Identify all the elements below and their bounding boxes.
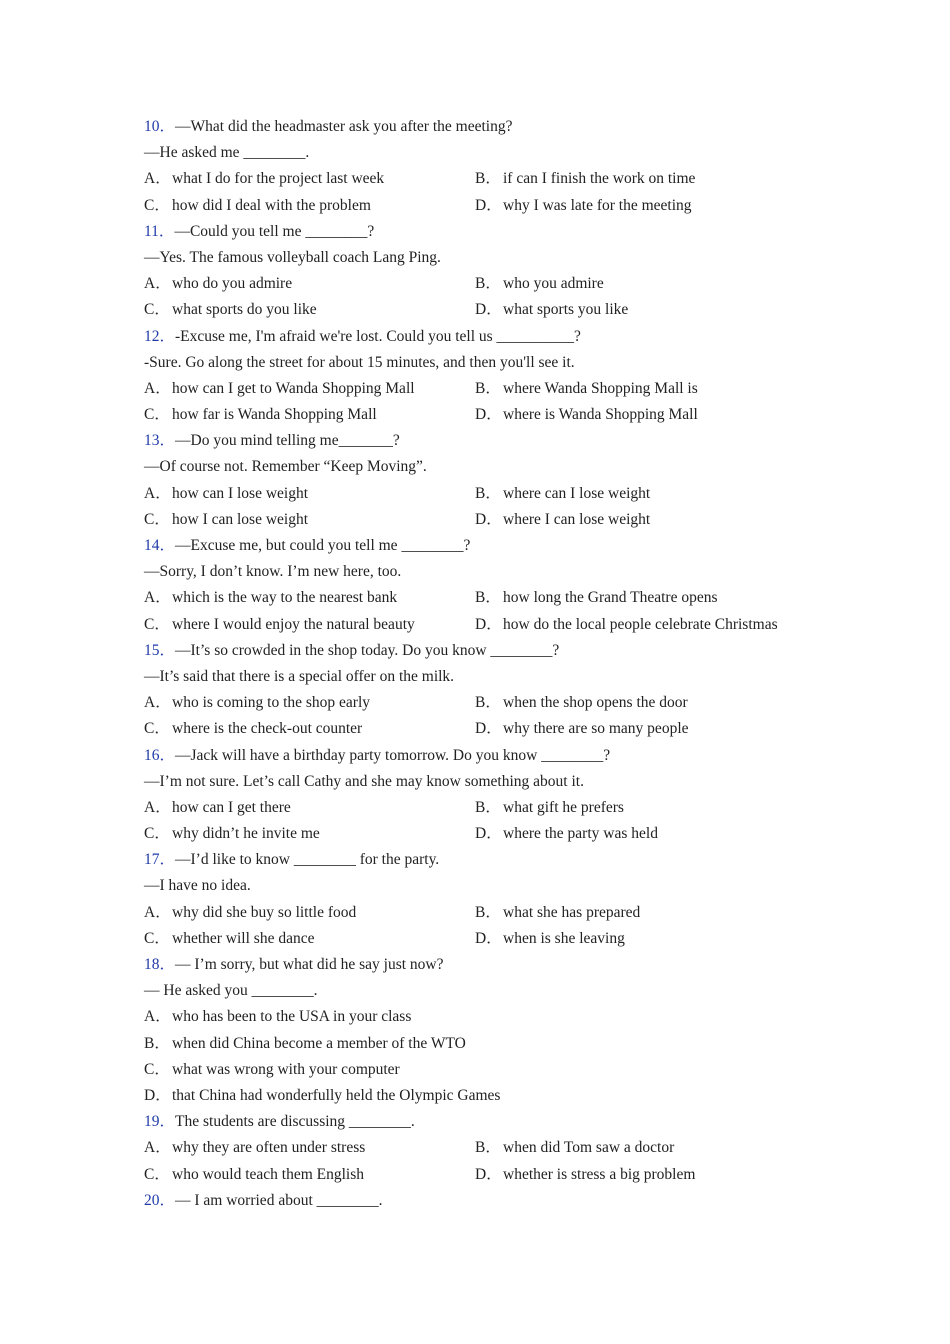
option-text: where can I lose weight — [503, 484, 651, 502]
question-number: 15． — [144, 641, 176, 659]
option-text: how far is Wanda Shopping Mall — [172, 406, 377, 424]
option-b — [475, 795, 844, 821]
question-number: 11． — [144, 222, 175, 240]
option-d — [475, 926, 844, 952]
option-text: when is she leaving — [503, 929, 625, 947]
option-letter: C． — [144, 406, 170, 424]
option-c — [144, 297, 475, 323]
option-letter: B． — [475, 379, 501, 397]
question-number: 10． — [144, 118, 176, 135]
option-row — [144, 612, 844, 638]
option-text: what sports do you like — [172, 301, 317, 319]
question-stem — [144, 1188, 844, 1214]
option-d — [475, 612, 844, 638]
option-letter: C． — [144, 1165, 170, 1183]
option-text: who you admire — [503, 275, 604, 293]
question-text: The students are discussing ________. — [175, 1113, 415, 1131]
option-letter: C． — [144, 510, 170, 528]
option-b — [475, 376, 844, 402]
option-text: how I can lose weight — [172, 510, 309, 528]
option-c — [144, 193, 475, 219]
option-row — [144, 690, 844, 716]
option-text: when the shop opens the door — [503, 694, 688, 712]
option-c — [144, 821, 475, 847]
question-text: —I’d like to know ________ for the party. — [175, 851, 440, 869]
option-b — [475, 1135, 844, 1161]
answer-line: —I have no idea. — [144, 877, 251, 895]
option-text: why I was late for the meeting — [503, 196, 692, 214]
option-row — [144, 821, 844, 847]
option-c — [144, 1057, 844, 1083]
option-text: when did China become a member of the WTO — [172, 1034, 466, 1052]
option-row — [144, 481, 844, 507]
question-text: —It’s so crowded in the shop today. Do you know ________? — [175, 641, 560, 659]
question-number: 19． — [144, 1113, 176, 1131]
answer-line: —I’m not sure. Let’s call Cathy and she may know something about it. — [144, 772, 584, 790]
option-text: how can I lose weight — [172, 484, 309, 502]
option-row — [144, 376, 844, 402]
option-d — [475, 402, 844, 428]
option-letter: D． — [144, 1086, 171, 1104]
question-text: — I am worried about ________. — [175, 1191, 383, 1209]
option-text: when did Tom saw a doctor — [503, 1139, 675, 1157]
option-letter: A． — [144, 1008, 171, 1026]
question-number: 20． — [144, 1191, 176, 1209]
option-letter: C． — [144, 825, 170, 843]
answer-line: —It’s said that there is a special offer on the milk. — [144, 667, 455, 685]
option-letter: D． — [475, 301, 502, 319]
answer-line: — He asked you ________. — [144, 982, 318, 1000]
question-text: —Jack will have a birthday party tomorrow. Do you know ________? — [175, 746, 611, 764]
question-number: 17． — [144, 851, 176, 869]
option-letter: C． — [144, 615, 170, 633]
option-row — [144, 402, 844, 428]
question-stem — [144, 743, 844, 769]
option-text: where I would enjoy the natural beauty — [172, 615, 415, 633]
option-letter: B． — [475, 589, 501, 607]
option-letter: D． — [475, 510, 502, 528]
option-a — [144, 900, 475, 926]
option-letter: C． — [144, 1060, 170, 1078]
option-letter: A． — [144, 484, 171, 502]
option-text: who do you admire — [172, 275, 293, 293]
question-text: —Could you tell me ________? — [174, 222, 375, 240]
option-row — [144, 900, 844, 926]
option-a — [144, 376, 475, 402]
question-stem — [144, 847, 844, 873]
option-letter: D． — [475, 406, 502, 424]
option-row — [144, 297, 844, 323]
option-letter: C． — [144, 929, 170, 947]
option-b — [475, 481, 844, 507]
question-stem — [144, 219, 844, 245]
option-letter: D． — [475, 720, 502, 738]
option-letter: C． — [144, 301, 170, 319]
option-text: what was wrong with your computer — [172, 1060, 400, 1078]
option-text: how can I get there — [172, 798, 291, 816]
option-text: who has been to the USA in your class — [172, 1008, 412, 1026]
option-text: what I do for the project last week — [172, 170, 385, 188]
option-letter: D． — [475, 825, 502, 843]
answer-line: —Of course not. Remember “Keep Moving”. — [144, 458, 427, 476]
option-text: where the party was held — [503, 825, 658, 843]
option-b — [475, 585, 844, 611]
option-d — [475, 297, 844, 323]
question-number: 14． — [144, 537, 176, 554]
option-letter: A． — [144, 798, 171, 816]
option-letter: A． — [144, 694, 171, 712]
question-number: 18． — [144, 956, 176, 973]
option-text: why there are so many people — [503, 720, 689, 738]
option-letter: B． — [475, 694, 501, 712]
option-b — [475, 690, 844, 716]
question-stem — [144, 324, 844, 350]
option-letter: B． — [475, 170, 501, 188]
option-row — [144, 585, 844, 611]
option-text: why they are often under stress — [172, 1139, 366, 1157]
answer-line: —Sorry, I don’t know. I’m new here, too. — [144, 563, 402, 581]
option-d — [475, 821, 844, 847]
option-letter: A． — [144, 589, 171, 607]
option-text: how did I deal with the problem — [172, 196, 371, 214]
question-stem — [144, 114, 844, 140]
option-text: that China had wonderfully held the Olympic Games — [172, 1086, 501, 1104]
option-a — [144, 1004, 844, 1030]
question-text: —Do you mind telling me_______? — [175, 432, 400, 450]
answer-line: —He asked me ________. — [144, 144, 310, 162]
option-text: whether will she dance — [172, 929, 315, 947]
question-stem — [144, 1109, 844, 1135]
option-letter: A． — [144, 170, 171, 188]
option-letter: B． — [475, 275, 501, 293]
option-b — [475, 166, 844, 192]
option-b — [475, 900, 844, 926]
question-stem — [144, 428, 844, 454]
option-c — [144, 716, 475, 742]
option-c — [144, 926, 475, 952]
option-letter: D． — [475, 929, 502, 947]
option-b — [475, 271, 844, 297]
option-c — [144, 1162, 475, 1188]
option-text: how do the local people celebrate Christmas — [503, 615, 778, 633]
option-text: why did she buy so little food — [172, 903, 357, 921]
option-text: what she has prepared — [503, 903, 641, 921]
option-letter: D． — [475, 196, 502, 214]
option-b — [144, 1031, 844, 1057]
option-text: how long the Grand Theatre opens — [503, 589, 718, 607]
question-text: -Excuse me, I'm afraid we're lost. Could you tell us __________? — [175, 327, 581, 345]
option-a — [144, 271, 475, 297]
option-letter: C． — [144, 196, 170, 214]
option-text: how can I get to Wanda Shopping Mall — [172, 379, 415, 397]
option-text: if can I finish the work on time — [503, 170, 696, 188]
option-text: what gift he prefers — [503, 798, 624, 816]
option-letter: A． — [144, 903, 171, 921]
option-letter: B． — [475, 798, 501, 816]
option-row — [144, 166, 844, 192]
option-text: where is the check-out counter — [172, 720, 363, 738]
option-row — [144, 716, 844, 742]
option-a — [144, 585, 475, 611]
option-letter: C． — [144, 720, 170, 738]
question-stem — [144, 638, 844, 664]
option-letter: A． — [144, 275, 171, 293]
option-a — [144, 690, 475, 716]
question-stem — [144, 533, 844, 559]
option-text: whether is stress a big problem — [503, 1165, 696, 1183]
option-a — [144, 1135, 475, 1161]
option-text: who is coming to the shop early — [172, 694, 371, 712]
answer-line: -Sure. Go along the street for about 15 minutes, and then you'll see it. — [144, 353, 575, 371]
question-number: 16． — [144, 746, 176, 764]
option-row — [144, 1162, 844, 1188]
question-number: 13． — [144, 432, 176, 450]
option-text: where I can lose weight — [503, 510, 651, 528]
option-a — [144, 795, 475, 821]
question-text: —What did the headmaster ask you after the meeting? — [175, 118, 513, 135]
option-text: why didn’t he invite me — [172, 825, 320, 843]
option-c — [144, 612, 475, 638]
option-a — [144, 166, 475, 192]
question-text: — I’m sorry, but what did he say just now? — [175, 956, 444, 973]
option-c — [144, 402, 475, 428]
option-c — [144, 507, 475, 533]
option-row — [144, 271, 844, 297]
option-d — [475, 716, 844, 742]
option-letter: B． — [144, 1034, 170, 1052]
option-d — [144, 1083, 844, 1109]
answer-line: —Yes. The famous volleyball coach Lang Ping. — [144, 248, 441, 266]
option-row — [144, 193, 844, 219]
option-row — [144, 795, 844, 821]
option-text: where is Wanda Shopping Mall — [503, 406, 698, 424]
option-row — [144, 507, 844, 533]
option-letter: D． — [475, 615, 502, 633]
option-letter: B． — [475, 1139, 501, 1157]
question-stem — [144, 952, 844, 978]
question-text: —Excuse me, but could you tell me ________? — [175, 537, 471, 554]
option-text: what sports you like — [503, 301, 629, 319]
option-d — [475, 1162, 844, 1188]
option-letter: A． — [144, 1139, 171, 1157]
option-text: where Wanda Shopping Mall is — [503, 379, 698, 397]
question-number: 12． — [144, 327, 176, 345]
option-letter: A． — [144, 379, 171, 397]
option-text: who would teach them English — [172, 1165, 364, 1183]
option-letter: B． — [475, 903, 501, 921]
question-list — [144, 114, 844, 1214]
option-letter: B． — [475, 484, 501, 502]
option-d — [475, 193, 844, 219]
option-d — [475, 507, 844, 533]
option-text: which is the way to the nearest bank — [172, 589, 398, 607]
option-row — [144, 1135, 844, 1161]
option-letter: D． — [475, 1165, 502, 1183]
option-a — [144, 481, 475, 507]
option-row — [144, 926, 844, 952]
